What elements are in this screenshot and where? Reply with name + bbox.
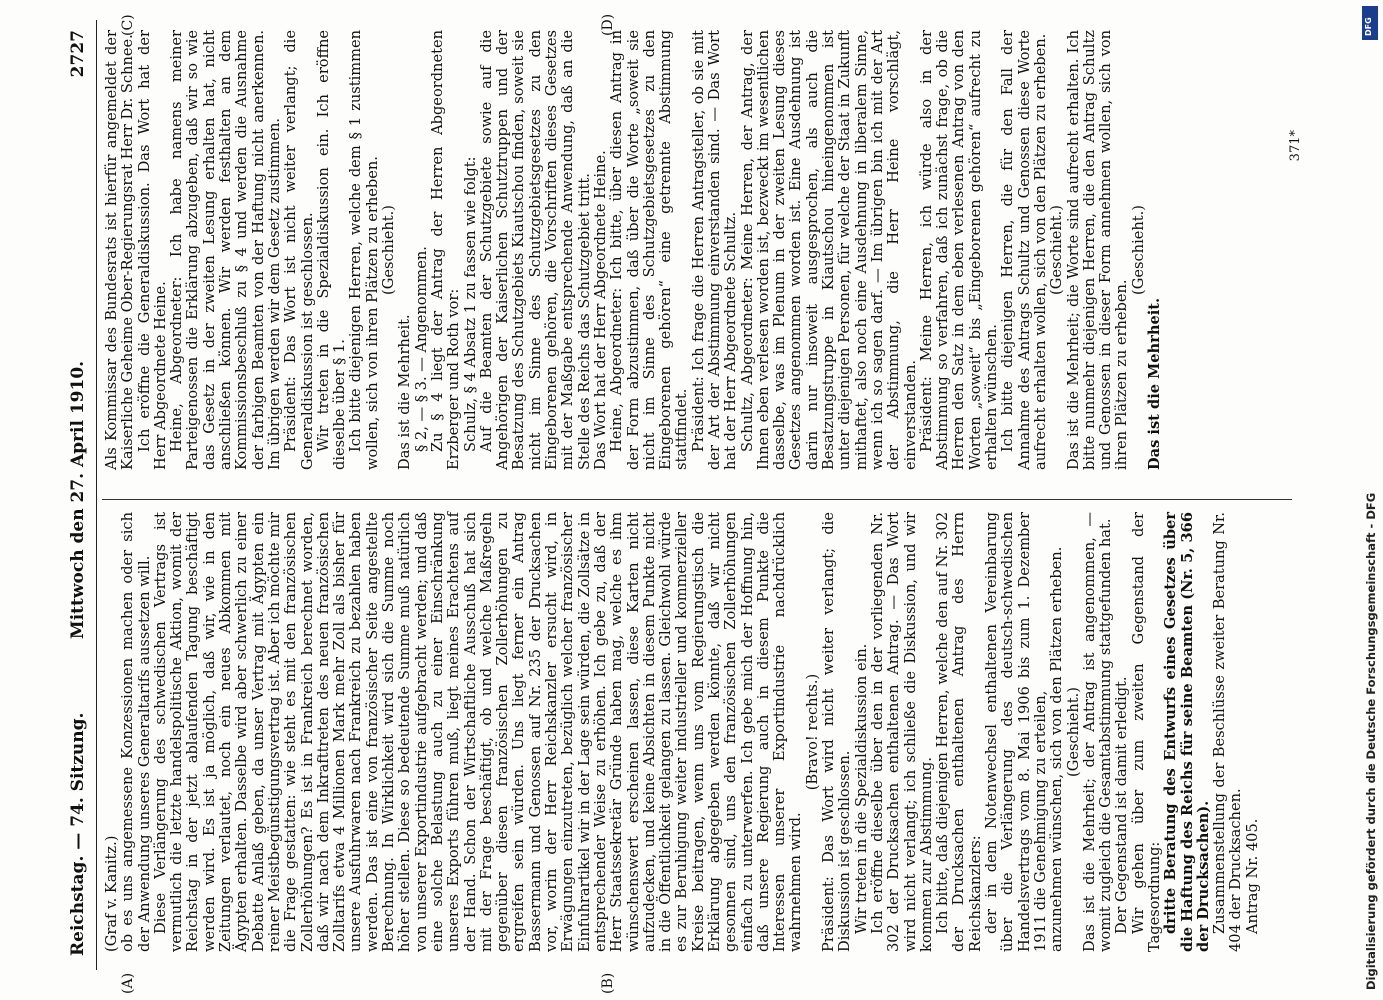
right-column-paragraph: Das ist die Mehrheit.	[1146, 297, 1163, 470]
left-column-paragraph: Wir gehen über zum zweiten Gegenstand der Tagesordnung:	[1129, 512, 1163, 952]
right-column-paragraph: Ich bitte diejenigen Herren, welche dem § 1 zustimmen wollen, sich von ihren Plätzen zu erheben.	[347, 30, 381, 470]
margin-mark-d: (D)	[600, 13, 616, 36]
left-column-paragraph: Ich eröffne dieselbe über den in der vorliegenden Nr. 302 der Drucksachen enthaltenen Antrag. — Das Wort wird nicht verlangt; ich schließe die Diskussion, und wir kommen zur Abstimmung.	[868, 512, 935, 952]
right-column-paragraph: Das ist die Mehrheit.	[396, 314, 414, 470]
digitization-credit: Digitalisierung gefördert durch die Deutsche Forschungsgemeinschaft - DFG	[1364, 492, 1378, 990]
left-column-paragraph: (Graf v. Kanitz.)	[103, 835, 120, 952]
column-divider	[102, 499, 1292, 500]
header-date: Mittwoch den 27. April 1910.	[68, 360, 88, 640]
left-column-paragraph: Wir treten in die Spezialdiskussion ein.	[852, 643, 870, 934]
right-column	[104, 30, 1163, 470]
left-column-paragraph: der in dem Notenwechsel enthaltenen Vereinbarung über die Verlängerung des deutsch-schwedischen Handelsvertrags vom 8. Mai 1906 bis zum 1. Dezember 1911 die Genehmigung zu erteilen,	[983, 512, 1049, 952]
right-column-paragraph: (Geschieht.)	[380, 205, 398, 295]
right-column-paragraph: Wir treten in die Spezialdiskussion ein. Ich eröffne dieselbe über § 1.	[314, 30, 349, 470]
left-column-paragraph: ob es uns angemessene Konzessionen machen oder sich der Anwendung unseres Generaltarifs aussetzen will.	[119, 512, 153, 952]
margin-mark-c: (C)	[120, 14, 136, 36]
right-column-paragraph: Auf die Beamten der Schutzgebiete sowie auf die Angehörigen der Kaiserlichen Schutztruppen und der Besatzung des Schutzgebiets Kiautschou finden, soweit sie nicht im Sinne des Schutzgebietsgesetzes zu den Eingeborenen gehören, die Vorschriften dieses Gesetzes mit der Maßgabe entsprechende Anwendung, daß an die Stelle des Reichs das Schutzgebiet tritt.	[477, 30, 593, 470]
left-column-paragraph: (Bravo! rechts.)	[803, 673, 821, 791]
rotated-page	[40, 0, 1330, 1000]
left-column	[104, 512, 1261, 952]
right-column-paragraph: § 2, — § 3. — Angenommen.	[412, 246, 430, 452]
left-column-paragraph: anzunehmen wünschen, sich von den Plätzen erheben.	[1048, 546, 1066, 952]
right-column-paragraph: Präsident: Ich frage die Herren Antragsteller, ob sie mit der Art der Abstimmung einverstanden sind. — Das Wort hat der Herr Abgeordnete Schultz.	[689, 30, 740, 470]
left-column-paragraph: Präsident: Das Wort wird nicht weiter verlangt; die Diskussion ist geschlossen.	[820, 512, 854, 952]
left-column-paragraph: (Geschieht.)	[1064, 687, 1082, 777]
right-column-paragraph: Heine, Abgeordneter: Ich bitte, über diesen Antrag in der Form abzustimmen, daß über die Worte „soweit sie nicht im Sinne des Schutzgebietsgesetzes zu den Eingeborenen gehören“ eine getrennte Abstimmung stattfindet.	[608, 30, 691, 470]
right-column-paragraph: Ich eröffne die Generaldiskussion. Das Wort hat der Herr Abgeordnete Heine.	[135, 30, 169, 470]
header-page-number: 2727	[68, 30, 88, 78]
left-column-paragraph: Zusammenstellung der Beschlüsse zweiter Beratung Nr. 404 der Drucksachen.	[1211, 512, 1245, 952]
left-column-paragraph: Antrag Nr. 405.	[1243, 818, 1261, 934]
signature-mark: 371*	[1288, 130, 1303, 162]
right-column-paragraph: Als Kommissar des Bundesrats ist hierfür angemeldet der Kaiserliche Geheime Ober-Regierungsrat Herr Dr. Schnee.	[103, 30, 137, 470]
right-column-paragraph: (Geschieht.)	[1129, 205, 1147, 295]
right-column-paragraph: Das ist die Mehrheit; die Worte sind aufrecht erhalten. Ich bitte nunmehr diejenigen Herren, die den Antrag Schultz und Genossen in dieser Form annehmen wollen, sich von ihren Plätzen zu erheben.	[1064, 30, 1131, 470]
left-column-paragraph: Diese Verlängerung des schwedischen Vertrags ist vermutlich die letzte handelspolitische Aktion, womit der Reichstag in der jetzt ablaufenden Tagung beschäftigt werden wird. Es ist ja möglich, daß wir, wie in den Zeitungen verlautet, noch ein neues Abkommen mit Ägypten erhalten. Dasselbe wird aber schwerlich zu einer Debatte Anlaß geben, da unser Vertrag mit Ägypten ein reiner Meistbegünstigungsvertrag ist. Aber ich möchte mir die Frage gestatten: wie steht es mit den französischen Zollerhöhungen? Es ist in Frankreich berechnet worden, daß wir nach dem Inkrafttreten des neuen französischen Zolltarifs etwa 4 Millionen Mark mehr Zoll als bisher für unsere Ausfuhrwaren nach Frankreich zu bezahlen haben werden. Das ist eine von französischer Seite angestellte Berechnung. In Wirklichkeit wird sich die Summe noch höher stellen. Diese so bedeutende Summe muß natürlich von unserer Exportindustrie aufgebracht werden; und daß eine solche Belastung auch zu einer Einschränkung unseres Exports führen muß, liegt meines Erachtens auf der Hand. Schon der Wirtschaftliche Ausschuß hat sich mit der Frage beschäftigt, ob und welche Maßregeln gegenüber diesen französischen Zollerhöhungen zu ergreifen sein würden. Uns liegt ferner ein Antrag Bassermann und Genossen auf Nr. 235 der Drucksachen vor, worin der Herr Reichskanzler ersucht wird, in Erwägungen einzutreten, bezüglich welcher französischer Einfuhrartikel wir in der Lage sein würden, die Zollsätze in entsprechender Weise zu erhöhen. Ich gebe zu, daß der Herr Staatssekretär Gründe haben mag, welche es ihm wünschenswert erscheinen lassen, diese Karten nicht aufzudecken, und keine Absichten in diesem Punkte nicht in die Öffentlichkeit gelangen zu lassen. Gleichwohl würde es zur Beruhigung weiter industrieller und kommerzieller Kreise beitragen, wenn uns vom Regierungstisch die Erklärung abgegeben werden könnte, daß wir nicht gesonnen sind, uns den französischen Zollerhöhungen einfach zu unterwerfen. Ich gebe mich der Hoffnung hin, daß unsere Regierung auch in diesem Punkte die Interessen unserer Exportindustrie nachdrücklich wahrnehmen wird.	[151, 512, 805, 952]
left-column-paragraph: Das ist die Mehrheit; der Antrag ist angenommen, — womit zugleich die Gesamtabstimmung stattgefunden hat.	[1080, 512, 1115, 952]
dfg-logo: DFG	[1362, 6, 1378, 40]
right-column-paragraph: Heine, Abgeordneter: Ich habe namens meiner Parteigenossen die Erklärung abzugeben, daß wir so wie das Gesetz in der zweiten Lesung erhalten hat, nicht anschließen können. Wir werden festhalten an dem Kommissionsbeschluß zu § 4 und werden die Ausnahme der farbigen Beamten von der Haftung nicht anerkennen. Im übrigen werden wir dem Gesetz zustimmen.	[168, 30, 283, 470]
right-column-paragraph: (Geschieht.)	[1048, 205, 1066, 295]
right-column-paragraph: Das Wort hat der Herr Abgeordnete Heine.	[591, 150, 609, 470]
right-column-paragraph: Schulz, § 4 Absatz 1 zu fassen wie folgt:	[461, 156, 479, 452]
left-column-paragraph: dritte Beratung des Entwurfs eines Gesetzes über die Haftung des Reichs für seine Beamten (Nr. 5, 366 der Drucksachen).	[1162, 512, 1212, 952]
right-column-paragraph: Ich bitte diejenigen Herren, die für den Fall der Annahme des Antrags Schultz und Genossen diese Worte aufrecht erhalten wollen, sich von den Plätzen zu erheben.	[999, 30, 1049, 470]
header-rule	[96, 20, 97, 970]
right-column-paragraph: Schultz, Abgeordneter: Meine Herren, der Antrag, der Ihnen eben verlesen worden ist, bezweckt im wesentlichen dasselbe, was im Plenum in der zweiten Lesung dieses Gesetzes angenommen worden ist. Eine Ausdehnung ist darin nur insoweit ausgesprochen, als auch die Besatzungstruppe in Kiautschou hineingenommen ist unter diejenigen Personen, für welche der Staat in Zukunft mithaftet, also noch eine Ausdehnung in liberalem Sinne, wenn ich so sagen darf. — Im übrigen bin ich mit der Art der Abstimmung, die Herr Heine vorschlägt, einverstanden.	[738, 30, 919, 470]
header-left: Reichstag. — 74. Sitzung.	[68, 712, 88, 956]
left-column-paragraph: Der Gegenstand ist damit erledigt.	[1113, 676, 1131, 934]
left-column-paragraph: Ich bitte, daß diejenigen Herren, welche den auf Nr. 302 der Drucksachen enthaltenen Antrag des Herrn Reichskanzlers:	[934, 512, 984, 952]
margin-mark-a: (A)	[120, 972, 136, 994]
margin-mark-b: (B)	[600, 972, 616, 994]
page-header	[68, 0, 94, 1000]
right-column-paragraph: Präsident: Meine Herren, ich würde also in der Abstimmung so verfahren, daß ich zunächst frage, ob die Herren den Satz in dem eben verlesenen Antrag von den Worten „soweit“ bis „Eingeborenen gehören“ aufrecht zu erhalten wünschen.	[917, 30, 1001, 470]
right-column-paragraph: Präsident: Das Wort ist nicht weiter verlangt; die Generaldiskussion ist geschlossen.	[282, 30, 316, 470]
right-column-paragraph: Zu § 4 liegt der Antrag der Herren Abgeordneten Erzberger und Roth vor:	[428, 30, 463, 470]
